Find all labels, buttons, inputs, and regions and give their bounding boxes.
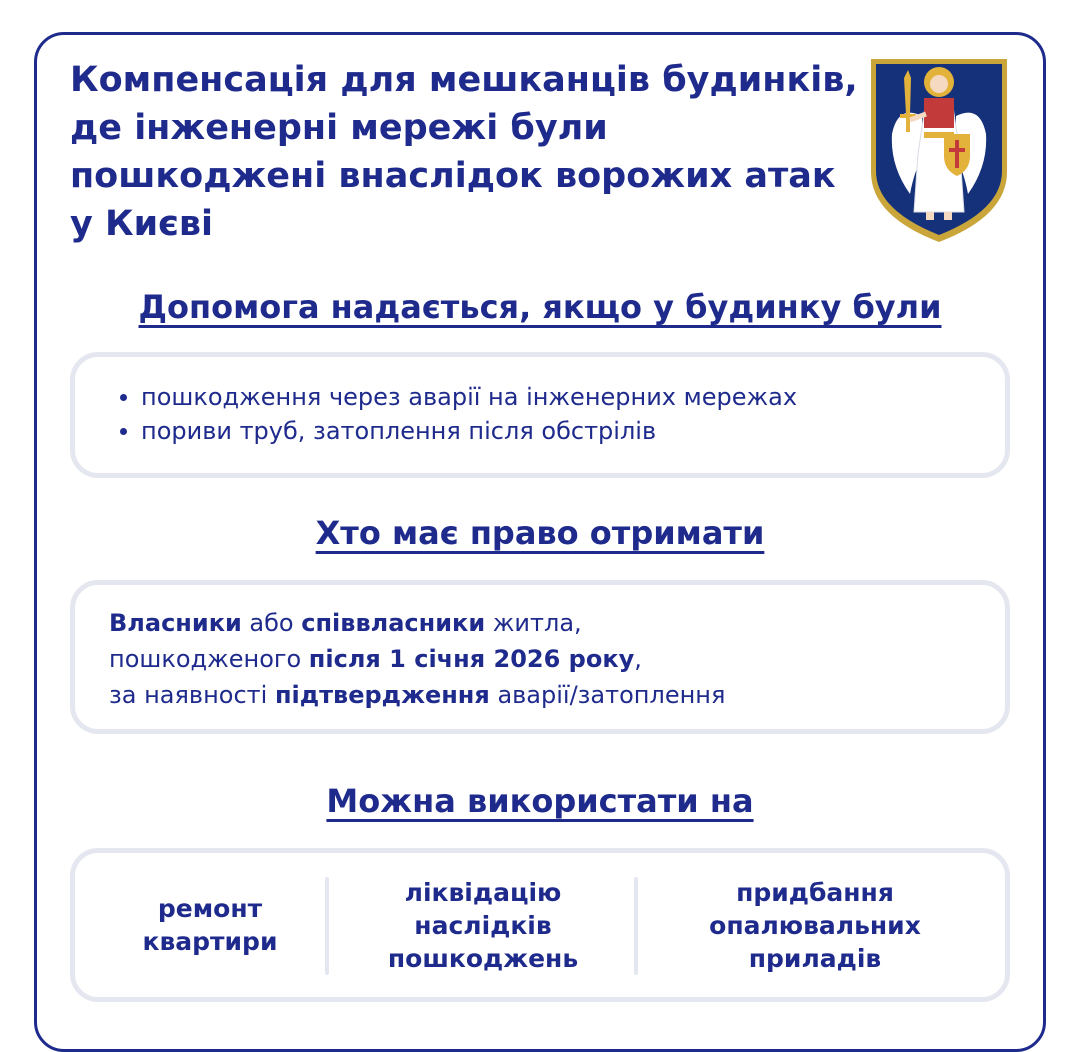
option-line: ліквідацію	[404, 877, 562, 907]
text-span: співвласники	[301, 609, 486, 637]
option-line: квартири	[142, 927, 278, 956]
list-item	[117, 414, 1005, 448]
text-span: або	[241, 609, 302, 637]
bullet-dot-icon	[120, 394, 127, 401]
option-line: опалювальних	[709, 910, 921, 940]
list-item	[117, 380, 1005, 414]
option-line: пошкоджень	[387, 943, 579, 973]
eligibility-box	[70, 580, 1010, 734]
usage-box	[70, 848, 1010, 1002]
usage-heading: Можна використати на	[326, 782, 754, 820]
eligibility-line-3	[109, 677, 1005, 713]
list-item-text: пориви труб, затоплення після обстрілів	[141, 417, 657, 445]
kyiv-coat-of-arms-icon	[866, 54, 1012, 246]
usage-option-liquidation	[333, 853, 633, 997]
eligibility-heading: Хто має право отримати	[315, 514, 765, 552]
text-span: пошкодженого	[109, 645, 309, 673]
conditions-list	[75, 357, 1005, 448]
column-divider	[325, 877, 329, 975]
eligibility-line-1	[109, 605, 1005, 641]
text-span: житла,	[485, 609, 582, 637]
text-span: підтвердження	[274, 681, 490, 709]
list-item-text: пошкодження через аварії на інженерних мережах	[141, 383, 798, 411]
conditions-box	[70, 352, 1010, 478]
eligibility-line-2	[109, 641, 1005, 677]
text-span: після 1 січня 2026 року	[308, 645, 635, 673]
text-span: Власники	[109, 609, 242, 637]
bullet-dot-icon	[120, 428, 127, 435]
usage-option-repair	[105, 853, 315, 997]
option-line: приладів	[748, 943, 882, 973]
column-divider	[634, 877, 638, 975]
text-span: ,	[634, 645, 642, 673]
text-span: за наявності	[109, 681, 275, 709]
option-line: придбання	[736, 877, 894, 907]
option-line: наслідків	[414, 910, 552, 940]
option-line: ремонт	[157, 894, 263, 923]
eligibility-text	[75, 585, 1005, 713]
page-title: Компенсація для мешканців будинків, де інженерні мережі були пошкоджені внаслідок ворожих атак у Києві	[70, 60, 858, 244]
text-span: аварії/затоплення	[489, 681, 726, 709]
usage-option-heaters	[645, 853, 985, 997]
conditions-heading: Допомога надається, якщо у будинку були	[138, 288, 942, 326]
